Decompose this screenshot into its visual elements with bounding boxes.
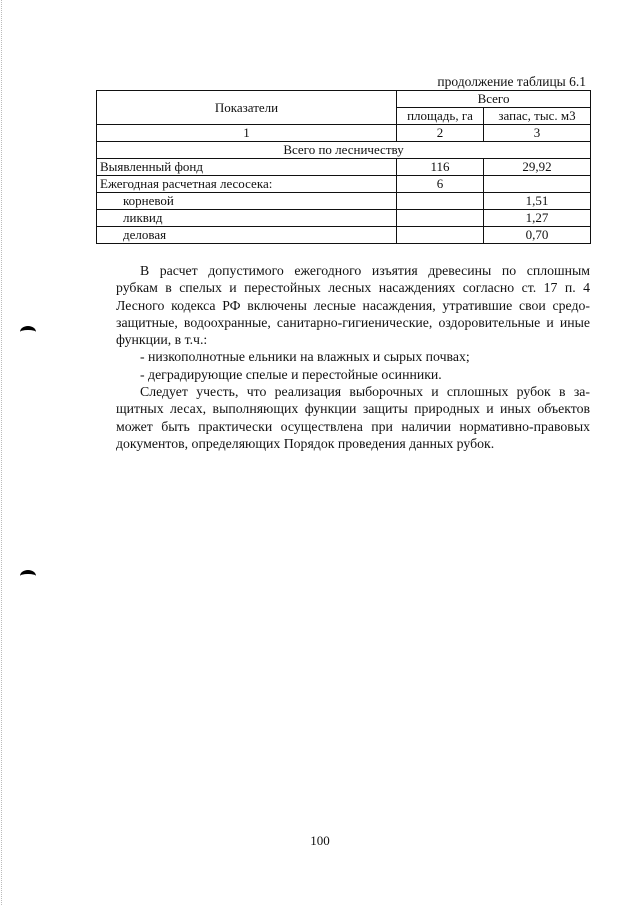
numbering-row: [97, 125, 591, 142]
table-row: [97, 193, 591, 210]
row-stock: 1,51: [484, 193, 591, 210]
text-line: Лесного кодекса РФ включены лесные насаждения, утратившие свои средо-: [116, 297, 590, 313]
text-line: рубкам в спелых и перестойных лесных насаждениях согласно ст. 17 п. 4: [116, 280, 590, 296]
binding-hole-mark: [20, 326, 36, 338]
section-row: [97, 142, 591, 159]
body-text: [116, 262, 590, 452]
header-stock: запас, тыс. м3: [484, 108, 591, 125]
row-stock: [484, 176, 591, 193]
header-total: Всего: [397, 91, 591, 108]
list-item: - деградирующие спелые и перестойные осинники.: [140, 366, 442, 382]
column-number: 2: [397, 125, 484, 142]
header-area: площадь, га: [397, 108, 484, 125]
page-number: 100: [310, 833, 330, 848]
table-row: [97, 210, 591, 227]
row-label: ликвид: [97, 210, 397, 227]
row-area: [397, 227, 484, 244]
scan-edge: [1, 0, 2, 905]
table-row: [97, 227, 591, 244]
row-area: 116: [397, 159, 484, 176]
row-label: Выявленный фонд: [97, 159, 397, 176]
text-line: может быть практически осуществлена при наличии нормативно-правовых: [116, 418, 590, 434]
data-table: [96, 90, 591, 244]
row-label: Ежегодная расчетная лесосека:: [97, 176, 397, 193]
text-line: защитные, водоохранные, санитарно-гигиенические, оздоровительные и иные: [116, 314, 590, 330]
row-label: корневой: [97, 193, 397, 210]
text-line: документов, определяющих Порядок проведения данных рубок.: [116, 435, 495, 451]
table-row: [97, 176, 591, 193]
table-row: [97, 159, 591, 176]
table-caption: продолжение таблицы 6.1: [437, 74, 586, 89]
row-area: 6: [397, 176, 484, 193]
row-label: деловая: [97, 227, 397, 244]
column-number: 1: [97, 125, 397, 142]
text-line: функции, в т.ч.:: [116, 332, 208, 348]
text-line: щитных лесах, выполняющих функции защиты природных и иных объектов: [116, 401, 590, 417]
text-line: В расчет допустимого ежегодного изъятия древесины по сплошным: [140, 263, 590, 278]
row-stock: 29,92: [484, 159, 591, 176]
column-number: 3: [484, 125, 591, 142]
row-area: [397, 193, 484, 210]
row-stock: 1,27: [484, 210, 591, 227]
header-indicators: Показатели: [97, 91, 397, 125]
header-row: [97, 91, 591, 108]
section-title: Всего по лесничеству: [97, 142, 591, 159]
row-area: [397, 210, 484, 227]
list-item: - низкополнотные ельники на влажных и сырых почвах;: [140, 349, 470, 365]
row-stock: 0,70: [484, 227, 591, 244]
text-line: Следует учесть, что реализация выборочных и сплошных рубок в за-: [140, 384, 590, 400]
binding-hole-mark: [20, 570, 36, 582]
